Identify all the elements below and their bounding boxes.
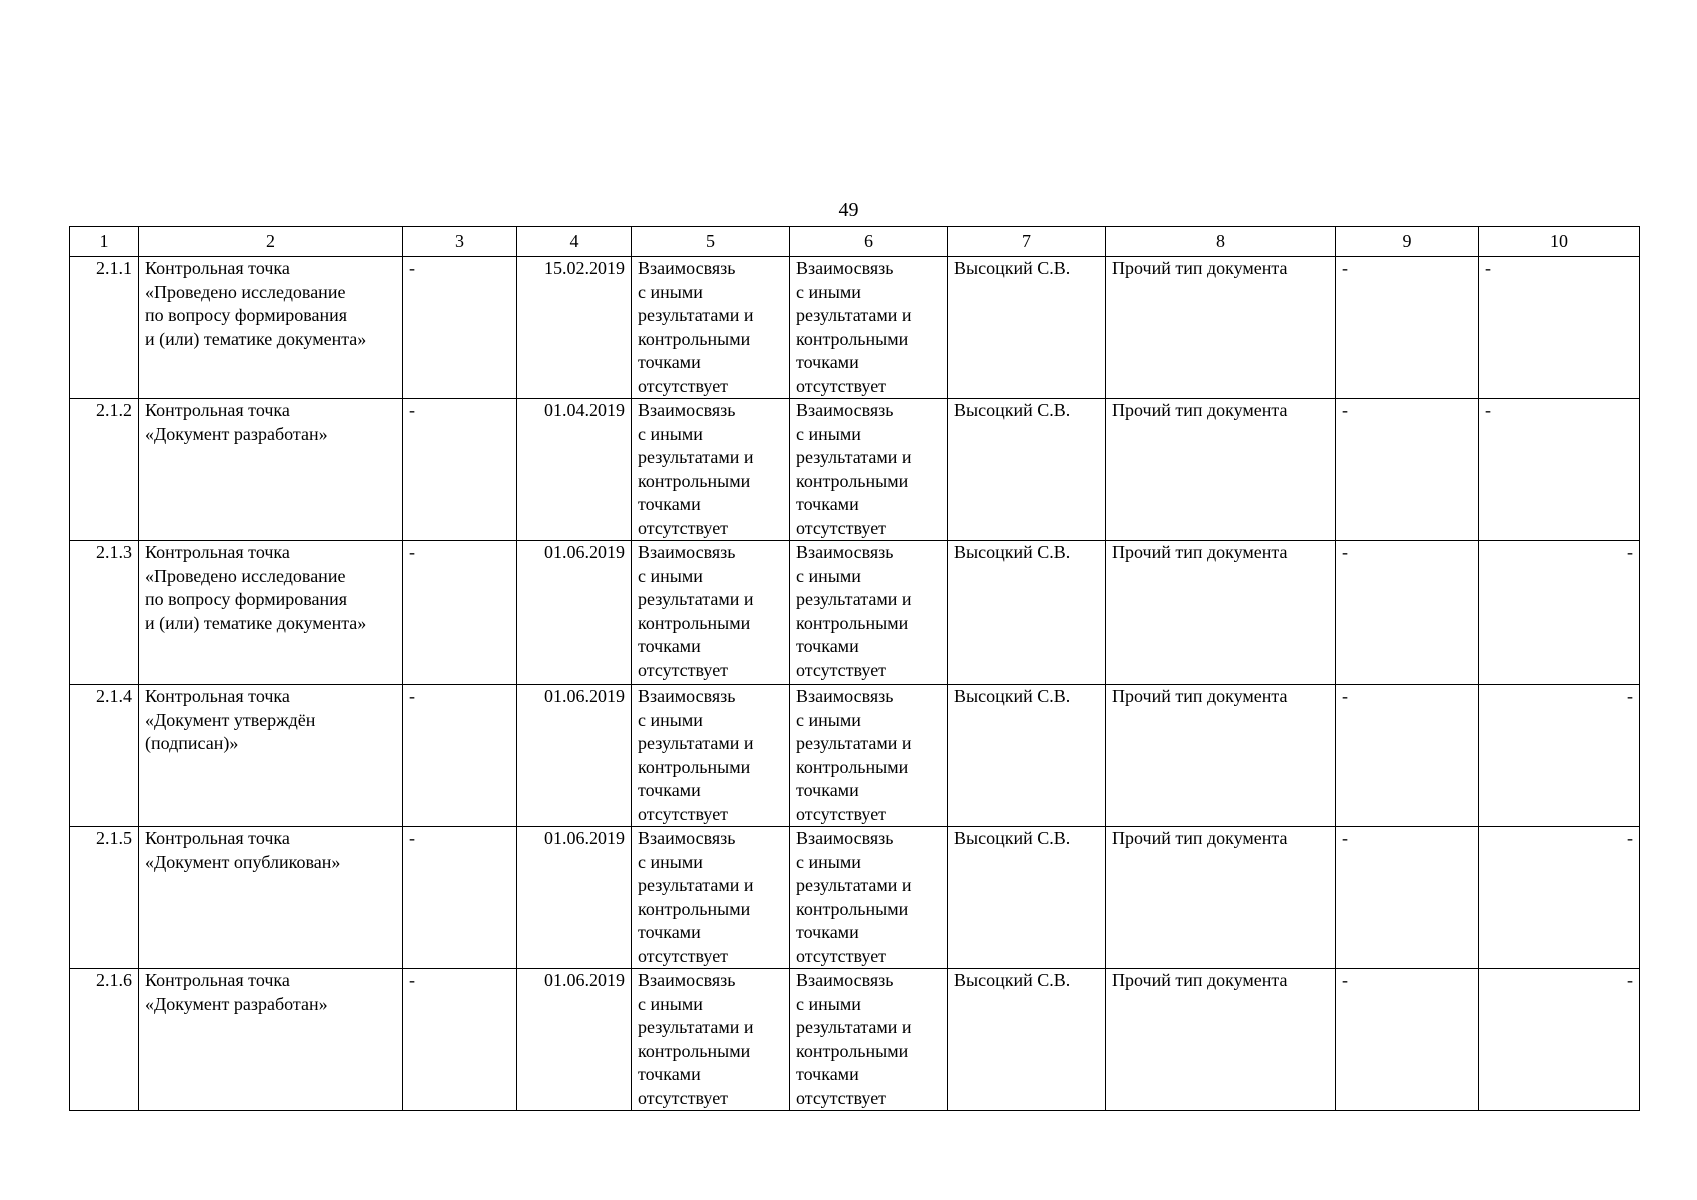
responsible: Высоцкий С.В. — [948, 685, 1106, 827]
control-point-name-text: Контрольная точка «Проведено исследование по вопросу формирования и (или) тематике документа» — [145, 258, 367, 349]
document-type: Прочий тип документа — [1106, 541, 1336, 685]
document-type: Прочий тип документа — [1106, 399, 1336, 541]
row-number: 2.1.3 — [70, 541, 139, 685]
cell-col5 — [632, 685, 790, 827]
table-row — [70, 685, 1640, 827]
relation-text: Взаимосвязь с иными результатами и контрольными точками отсутствует — [796, 828, 912, 966]
relation-text: Взаимосвязь с иными результатами и контрольными точками отсутствует — [638, 400, 754, 538]
relation-text: Взаимосвязь с иными результатами и контрольными точками отсутствует — [638, 686, 754, 824]
control-point-name — [139, 969, 403, 1111]
column-header: 10 — [1479, 227, 1640, 257]
cell-col5 — [632, 969, 790, 1111]
responsible: Высоцкий С.В. — [948, 399, 1106, 541]
control-point-name — [139, 827, 403, 969]
cell-col5 — [632, 257, 790, 399]
control-point-name-text: Контрольная точка «Проведено исследование по вопросу формирования и (или) тематике документа» — [145, 542, 367, 633]
cell-col3: - — [403, 685, 517, 827]
control-point-name — [139, 399, 403, 541]
column-header: 7 — [948, 227, 1106, 257]
page-number: 49 — [838, 199, 859, 221]
relation-text: Взаимосвязь с иными результатами и контрольными точками отсутствует — [796, 686, 912, 824]
cell-col10: - — [1479, 827, 1640, 969]
cell-col5 — [632, 541, 790, 685]
due-date: 01.06.2019 — [517, 541, 632, 685]
cell-col9: - — [1336, 969, 1479, 1111]
cell-col6 — [790, 685, 948, 827]
table-row — [70, 827, 1640, 969]
control-point-name-text: Контрольная точка «Документ утверждён (подписан)» — [145, 686, 316, 753]
row-number: 2.1.6 — [70, 969, 139, 1111]
due-date: 01.06.2019 — [517, 685, 632, 827]
cell-col10: - — [1479, 685, 1640, 827]
cell-col9: - — [1336, 257, 1479, 399]
control-point-name — [139, 685, 403, 827]
relation-text: Взаимосвязь с иными результатами и контрольными точками отсутствует — [796, 258, 912, 396]
cell-col10: - — [1479, 257, 1640, 399]
due-date: 01.04.2019 — [517, 399, 632, 541]
table-row — [70, 541, 1640, 685]
relation-text: Взаимосвязь с иными результатами и контрольными точками отсутствует — [638, 970, 754, 1108]
cell-col3: - — [403, 541, 517, 685]
column-header: 9 — [1336, 227, 1479, 257]
column-header: 2 — [139, 227, 403, 257]
due-date: 01.06.2019 — [517, 969, 632, 1111]
relation-text: Взаимосвязь с иными результатами и контрольными точками отсутствует — [796, 542, 912, 680]
cell-col6 — [790, 399, 948, 541]
column-header: 1 — [70, 227, 139, 257]
row-number: 2.1.5 — [70, 827, 139, 969]
column-header: 3 — [403, 227, 517, 257]
responsible: Высоцкий С.В. — [948, 969, 1106, 1111]
cell-col5 — [632, 827, 790, 969]
cell-col9: - — [1336, 541, 1479, 685]
table-row — [70, 257, 1640, 399]
control-point-name-text: Контрольная точка «Документ разработан» — [145, 970, 328, 1014]
column-header: 4 — [517, 227, 632, 257]
column-header: 5 — [632, 227, 790, 257]
cell-col10: - — [1479, 541, 1640, 685]
relation-text: Взаимосвязь с иными результатами и контрольными точками отсутствует — [796, 970, 912, 1108]
relation-text: Взаимосвязь с иными результатами и контрольными точками отсутствует — [638, 542, 754, 680]
cell-col6 — [790, 827, 948, 969]
cell-col6 — [790, 257, 948, 399]
cell-col3: - — [403, 399, 517, 541]
responsible: Высоцкий С.В. — [948, 827, 1106, 969]
cell-col9: - — [1336, 399, 1479, 541]
row-number: 2.1.2 — [70, 399, 139, 541]
cell-col3: - — [403, 969, 517, 1111]
cell-col9: - — [1336, 685, 1479, 827]
cell-col9: - — [1336, 827, 1479, 969]
document-type: Прочий тип документа — [1106, 827, 1336, 969]
cell-col3: - — [403, 827, 517, 969]
cell-col6 — [790, 969, 948, 1111]
table-row — [70, 969, 1640, 1111]
row-number: 2.1.1 — [70, 257, 139, 399]
relation-text: Взаимосвязь с иными результатами и контрольными точками отсутствует — [638, 258, 754, 396]
due-date: 15.02.2019 — [517, 257, 632, 399]
responsible: Высоцкий С.В. — [948, 541, 1106, 685]
cell-col6 — [790, 541, 948, 685]
document-type: Прочий тип документа — [1106, 257, 1336, 399]
document-type: Прочий тип документа — [1106, 969, 1336, 1111]
control-points-table — [69, 226, 1640, 1111]
cell-col3: - — [403, 257, 517, 399]
cell-col10: - — [1479, 969, 1640, 1111]
table-row — [70, 399, 1640, 541]
cell-col10: - — [1479, 399, 1640, 541]
responsible: Высоцкий С.В. — [948, 257, 1106, 399]
control-point-name-text: Контрольная точка «Документ опубликован» — [145, 828, 341, 872]
document-type: Прочий тип документа — [1106, 685, 1336, 827]
column-header: 6 — [790, 227, 948, 257]
row-number: 2.1.4 — [70, 685, 139, 827]
column-header: 8 — [1106, 227, 1336, 257]
control-point-name — [139, 257, 403, 399]
relation-text: Взаимосвязь с иными результатами и контрольными точками отсутствует — [796, 400, 912, 538]
control-point-name — [139, 541, 403, 685]
control-point-name-text: Контрольная точка «Документ разработан» — [145, 400, 328, 444]
relation-text: Взаимосвязь с иными результатами и контрольными точками отсутствует — [638, 828, 754, 966]
header-row — [70, 227, 1640, 257]
due-date: 01.06.2019 — [517, 827, 632, 969]
cell-col5 — [632, 399, 790, 541]
